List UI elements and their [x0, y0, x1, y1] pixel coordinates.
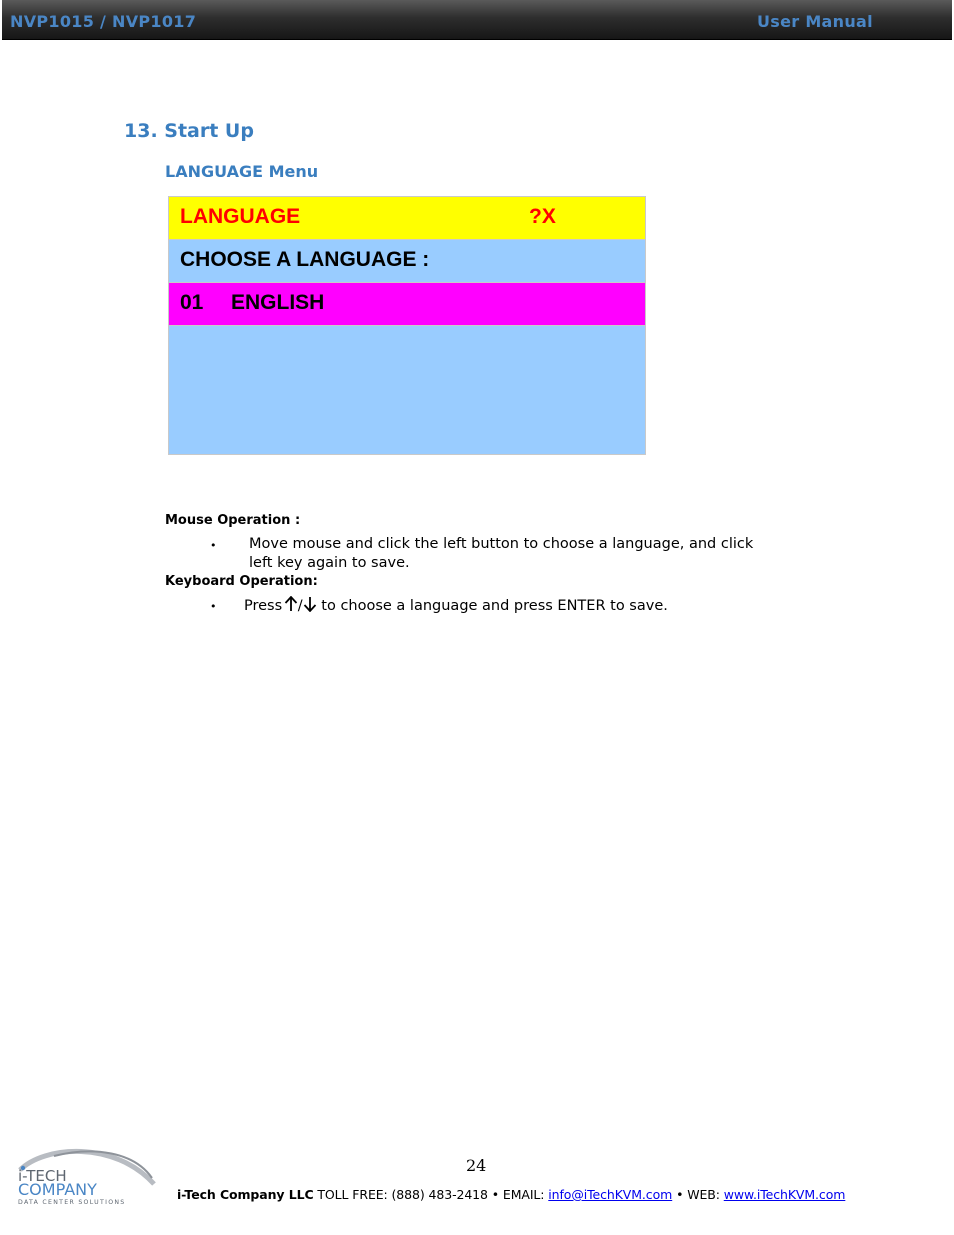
arrow-down-icon [303, 596, 317, 612]
header-manual-title: User Manual [757, 12, 873, 31]
logo-text-line1: i-TECH [18, 1167, 67, 1185]
arrow-up-icon [284, 596, 298, 612]
footer-company: i-Tech Company LLC [177, 1187, 314, 1202]
section-title: 13. Start Up [124, 120, 254, 142]
osd-title-bar [169, 197, 645, 240]
page-number: 24 [466, 1156, 487, 1175]
language-list-item[interactable] [169, 283, 645, 326]
osd-prompt: CHOOSE A LANGUAGE : [180, 248, 430, 271]
language-item-number: 01 [180, 291, 204, 314]
itech-company-logo [14, 1144, 156, 1208]
keyboard-instruction [244, 596, 668, 614]
footer-contact [177, 1187, 845, 1202]
keyboard-slash: / [297, 598, 303, 614]
osd-close-button[interactable]: ?X [529, 205, 556, 228]
header-product-title: NVP1015 / NVP1017 [10, 12, 197, 31]
language-item-label: ENGLISH [231, 291, 325, 314]
bullet: • [210, 539, 217, 552]
logo-text-line3: DATA CENTER SOLUTIONS [18, 1199, 126, 1206]
header-bar [2, 0, 952, 40]
footer-email-link[interactable]: info@iTechKVM.com [548, 1187, 673, 1202]
mouse-instruction-line1: Move mouse and click the left button to choose a language, and click [249, 536, 754, 552]
mouse-instruction-line2: left key again to save. [249, 555, 410, 571]
osd-prompt-row [169, 240, 645, 283]
logo-text-line2: COMPANY [18, 1180, 97, 1199]
keyboard-press-text: Press [244, 598, 283, 614]
osd-title: LANGUAGE [180, 205, 301, 228]
footer-web-label: • WEB: [672, 1187, 724, 1202]
footer-web-link[interactable]: www.iTechKVM.com [723, 1187, 846, 1202]
subsection-title: LANGUAGE Menu [165, 162, 319, 181]
mouse-operation-label: Mouse Operation : [165, 513, 301, 528]
keyboard-rest-text: to choose a language and press ENTER to save. [321, 598, 668, 614]
bullet: • [210, 600, 217, 613]
keyboard-operation-label: Keyboard Operation: [165, 574, 318, 589]
footer-toll-free: TOLL FREE: (888) 483-2418 • EMAIL: [313, 1187, 549, 1202]
language-osd-menu [168, 196, 646, 455]
